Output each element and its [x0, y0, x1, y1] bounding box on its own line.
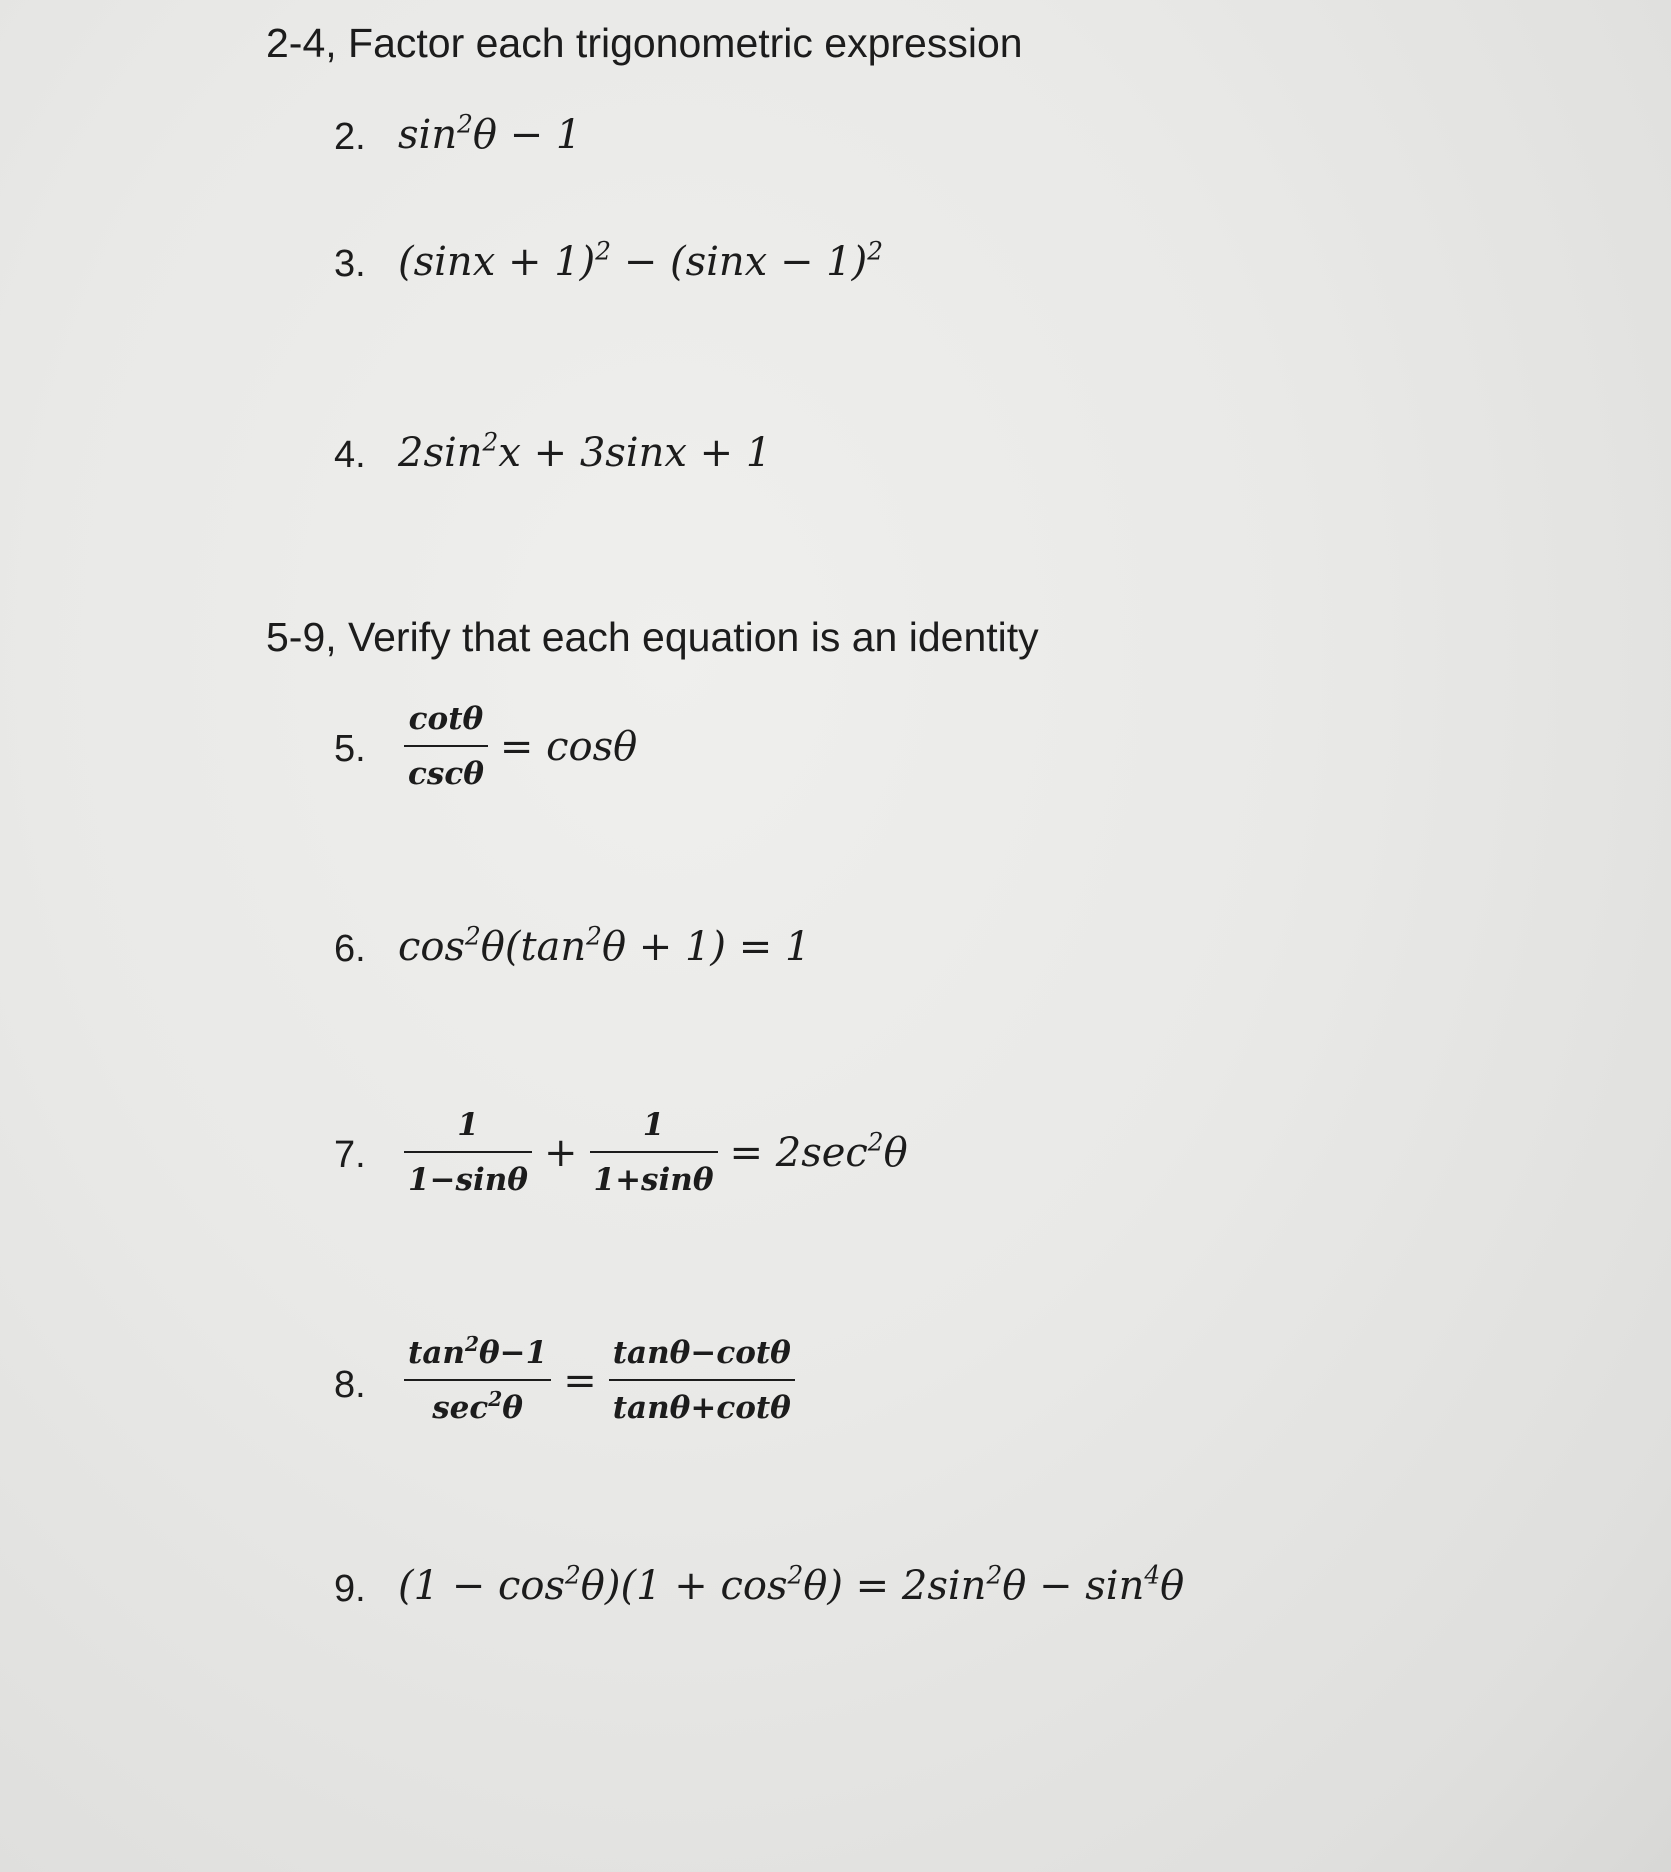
problem-4-expression: $2\sin^2x + 3\sin x + 1$ [398, 427, 772, 476]
problem-number-8: 8. [334, 1364, 366, 1406]
problem-number-2: 2. [334, 116, 366, 158]
problem-number-9: 9. [334, 1568, 366, 1610]
right-hand-side: = cosθ [499, 723, 638, 770]
problem-number-4: 4. [334, 434, 366, 476]
denominator: $\sec^2\theta$ [432, 1386, 523, 1426]
denominator: 1−sinθ [408, 1161, 528, 1198]
right-hand-side: = $2\sec^2\theta$ [729, 1127, 908, 1176]
problem-3-expression: $(\sin x + 1)^2 - (\sin x - 1)^2$ [398, 236, 884, 285]
fraction-bar [404, 1379, 551, 1381]
fraction-bar [404, 745, 488, 747]
fraction [404, 1106, 532, 1200]
problem-7-equation [398, 1106, 914, 1200]
problem-2-expression: $\sin^2\theta - 1$ [398, 109, 582, 158]
numerator: cotθ [408, 701, 484, 737]
denominator: cscθ [408, 755, 484, 792]
problem-9-equation: $(1 - \cos^2\theta)(1 + \cos^2\theta) = 2\sin^2\theta - \sin^4\theta$ [398, 1560, 1185, 1609]
fraction [404, 700, 488, 794]
fraction [404, 1331, 551, 1428]
fraction-bar [590, 1151, 718, 1153]
fraction [609, 1334, 795, 1428]
denominator: tanθ+cotθ [612, 1389, 791, 1426]
section-heading-verify: 5-9, Verify that each equation is an identity [266, 614, 1039, 660]
equals-sign: = [563, 1357, 597, 1404]
numerator: $\tan^2\theta-1$ [408, 1331, 548, 1371]
numerator: 1 [457, 1107, 479, 1143]
problem-number-5: 5. [334, 728, 366, 770]
problem-number-7: 7. [334, 1134, 366, 1176]
section-heading-factor: 2-4, Factor each trigonometric expression [266, 20, 1023, 66]
numerator: 1 [642, 1107, 665, 1143]
denominator: 1+sinθ [593, 1161, 714, 1198]
problem-6-equation: $\cos^2\theta(\tan^2\theta + 1) = 1$ [398, 921, 811, 970]
fraction-bar [609, 1379, 795, 1381]
problem-number-3: 3. [334, 243, 366, 285]
fraction [590, 1106, 718, 1200]
problem-8-equation [398, 1331, 801, 1428]
numerator: tanθ−cotθ [612, 1335, 791, 1371]
plus-sign: + [544, 1129, 578, 1176]
problem-number-6: 6. [334, 928, 366, 970]
problem-5-equation [398, 700, 643, 794]
fraction-bar [404, 1151, 532, 1153]
